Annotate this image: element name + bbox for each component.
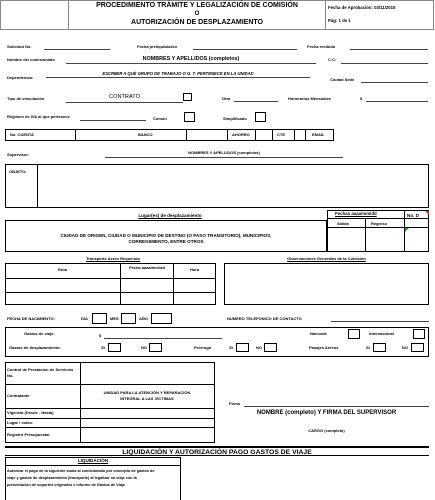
- anio-label: AÑO: [139, 316, 148, 321]
- control-row-contratante: Contratante: [7, 393, 30, 398]
- approval-date: Fecha de Aprobación: 03/11/2015: [328, 5, 396, 10]
- regimen-iva-input[interactable]: [80, 120, 146, 121]
- internacional-label: Internacional: [369, 331, 394, 336]
- cc-label: C.C:: [328, 57, 337, 62]
- ciudad-sede-input[interactable]: [361, 82, 428, 83]
- prorroga-label: Prórroga: [194, 345, 211, 350]
- control-row-lugar: Lugar / cobro: [7, 420, 33, 425]
- dates-divider: [327, 227, 429, 228]
- dependencia-input[interactable]: ESCRIBIR A QUÉ GRUPO DE TRABAJO O G. T. PERTENECE EN LA UNIDAD: [46, 72, 310, 78]
- internacional-checkbox[interactable]: [413, 329, 425, 339]
- dia-label: DIA: [81, 316, 88, 321]
- nacional-label: Nacional: [310, 331, 327, 336]
- honorarios-input[interactable]: [366, 101, 428, 102]
- prorroga-si-checkbox[interactable]: [236, 343, 249, 352]
- dependencia-label: Dependencia:: [7, 75, 34, 80]
- liquidation-text-line2: viaje y gastos de desplazamiento (transporte) al legalizar su viaje con la: [7, 476, 137, 480]
- air-transport-header: Transporte Aéreo Requerido: [86, 256, 140, 261]
- control-divider: [80, 362, 81, 443]
- firma-line[interactable]: [244, 406, 429, 407]
- objeto-box[interactable]: [5, 164, 429, 208]
- bank-divider: [305, 129, 306, 141]
- observations-header: Observaciones Generales de la Comisión: [287, 256, 366, 261]
- control-row-prestacion: Control de Prestación de Servicios No.: [7, 367, 74, 378]
- telefono-label: NUMERO TELEFONICO DE CONTACTO: [227, 316, 302, 321]
- pasajes-si-checkbox[interactable]: [373, 343, 386, 352]
- cte-label: CTE: [277, 132, 285, 137]
- vinculacion-checkbox[interactable]: [183, 93, 192, 101]
- honorarios-currency: $: [360, 96, 363, 101]
- places-value: CIUDAD DE ORIGEN, CIUDAD O MUNICIPIO DE DESTINO (O PASO TRANSITORIO), MUNICIPIOS, CORREGIMIENTO, ENTRE OTROS: [60, 233, 272, 244]
- ciudad-sede-label: Ciudad Sede: [330, 77, 355, 82]
- gastos-viaje-currency: $: [99, 333, 102, 338]
- places-header: Lugar(es) de desplazamiento: [138, 213, 202, 218]
- regreso-label: Regreso: [371, 221, 388, 226]
- gastos-viaje-input[interactable]: [104, 338, 222, 339]
- gastos-viaje-label: Gastos de viaje:: [24, 331, 55, 336]
- liquidation-title: LIQUIDACIÓN Y AUTORIZACIÓN PAGO GASTOS DE VIAJE: [5, 446, 429, 456]
- nombre-comisionado-label: Nombre del comisionado: [7, 57, 55, 62]
- form-title-line1: PROCEDIMIENTO TRÁMITE Y LEGALIZACIÓN DE COMISIÓN: [96, 2, 298, 9]
- fecha-preliquidacion-label: Fecha preliquidación: [137, 44, 178, 49]
- gastos-desplazamiento-label: Gastos de desplazamiento:: [9, 345, 61, 350]
- solicitud-input[interactable]: [44, 49, 110, 50]
- fecha-recibido-input[interactable]: [350, 49, 428, 50]
- control-divider: [5, 427, 215, 428]
- desplaz-no-label: NO: [141, 345, 147, 350]
- liquidation-subheader: LIQUIDACIÓN: [77, 458, 109, 463]
- air-divider: [5, 278, 216, 279]
- form-title-line2: AUTORIZACIÓN DE DESPLAZAMIENTO: [131, 19, 263, 26]
- solicitud-label: Solicitud No.: [7, 44, 32, 49]
- simplificado-checkbox[interactable]: [255, 112, 266, 122]
- banco-label: BANCO: [138, 132, 153, 137]
- telefono-input[interactable]: [331, 321, 429, 322]
- objeto-divider: [37, 164, 38, 208]
- control-divider: [5, 418, 215, 419]
- email-label: EMAIL: [312, 132, 325, 137]
- corner-marker-icon: [405, 228, 409, 232]
- contratante-value: UNIDAD PARA LA ATENCIÓN Y REPARACIÓN INTEGRAL A LAS VÍCTIMAS: [103, 390, 191, 401]
- control-row-vigencia: Vigencia (Desde - Hasta): [7, 410, 54, 415]
- travel-expenses-box: [5, 327, 429, 357]
- prorroga-si-label: SI: [229, 345, 233, 350]
- page-number: Pág: 1 de 1: [328, 18, 351, 23]
- objeto-label: OBJETO:: [9, 169, 27, 174]
- ahorro-label: AHORRO: [232, 132, 250, 137]
- prorroga-no-label: NO: [256, 345, 262, 350]
- otra-label: Otra: [222, 96, 231, 101]
- comun-label: Común: [153, 116, 167, 121]
- control-divider: [5, 408, 215, 409]
- nacional-checkbox[interactable]: [348, 329, 360, 339]
- air-fecha-header: Fecha aaaa/mm/dd: [129, 265, 165, 270]
- air-ruta-header: Ruta: [58, 267, 67, 272]
- cc-input[interactable]: [341, 63, 428, 64]
- supervisor-signature-name: NOMBRE (completo) Y FIRMA DEL SUPERVISOR: [256, 410, 397, 416]
- tipo-vinculacion-input[interactable]: CONTRATO: [66, 95, 183, 103]
- salida-label: Salida: [337, 221, 349, 226]
- bank-divider: [272, 129, 273, 141]
- supervisor-input[interactable]: NOMBRES Y APELLIDOS (completos): [105, 151, 343, 158]
- bank-divider: [255, 129, 256, 141]
- dates-header: Fechas aaaa/mm/dd: [335, 211, 377, 216]
- fecha-recibido-label: Fecha recibido: [307, 44, 336, 49]
- air-divider: [5, 292, 216, 293]
- liquidation-text-line1: Autorizar el pago de la siguiente suma al comisionado por concepto de gastos de: [7, 469, 155, 473]
- no-dias-label: No. D: [407, 213, 419, 218]
- fecha-preliquidacion-input[interactable]: [193, 49, 297, 50]
- pasajes-no-checkbox[interactable]: [411, 343, 424, 352]
- nacimiento-label: FECHA DE NACIMIENTO:: [7, 316, 55, 321]
- dia-input[interactable]: [92, 313, 107, 324]
- anio-input[interactable]: [151, 313, 172, 324]
- tipo-vinculacion-label: Tipo de vinculación: [7, 96, 45, 101]
- mes-input[interactable]: [121, 313, 136, 324]
- header-divider-right: [325, 0, 326, 30]
- dates-divider: [365, 218, 366, 252]
- pasajes-no-label: NO: [402, 345, 408, 350]
- nombre-comisionado-input[interactable]: NOMBRES Y APELLIDOS (completos): [66, 57, 316, 64]
- control-divider: [5, 384, 215, 385]
- comun-checkbox[interactable]: [184, 112, 195, 122]
- desplaz-no-checkbox[interactable]: [149, 343, 162, 352]
- corner-marker-icon: [425, 211, 429, 215]
- form-title-o: O: [194, 11, 200, 17]
- bank-divider: [186, 129, 187, 141]
- desplaz-si-checkbox[interactable]: [108, 343, 121, 352]
- pasajes-si-label: SI: [366, 345, 370, 350]
- otra-input[interactable]: [234, 101, 278, 102]
- cuenta-label: No. CUENTA: [10, 132, 34, 137]
- supervisor-label: Supervisor:: [7, 152, 30, 157]
- air-hora-header: Hora: [189, 267, 200, 272]
- bank-divider: [227, 129, 228, 141]
- liquidation-text-line3: presentación de soportes originales e informe de Gastos de Viaje: [7, 483, 126, 487]
- pasajes-label: Pasajes Aéreos: [309, 345, 339, 350]
- supervisor-cargo: CARGO (completo): [308, 428, 345, 433]
- desplaz-si-label: SI: [101, 345, 105, 350]
- regimen-iva-label: Régimen de IVA al que pertenece: [7, 114, 70, 119]
- bank-divider: [75, 129, 76, 141]
- mes-label: MES: [110, 316, 119, 321]
- honorarios-label: Honorarios Mensuales: [288, 96, 331, 101]
- prorroga-no-checkbox[interactable]: [264, 343, 277, 352]
- air-divider: [120, 263, 121, 305]
- firma-label: Firma: [229, 401, 240, 406]
- control-row-registro: Registro Presupuestal: [7, 432, 50, 437]
- observations-box[interactable]: [224, 263, 429, 305]
- bank-divider: [294, 129, 295, 141]
- simplificado-label: Simplificado: [223, 116, 247, 121]
- liquidation-divider: [5, 465, 181, 466]
